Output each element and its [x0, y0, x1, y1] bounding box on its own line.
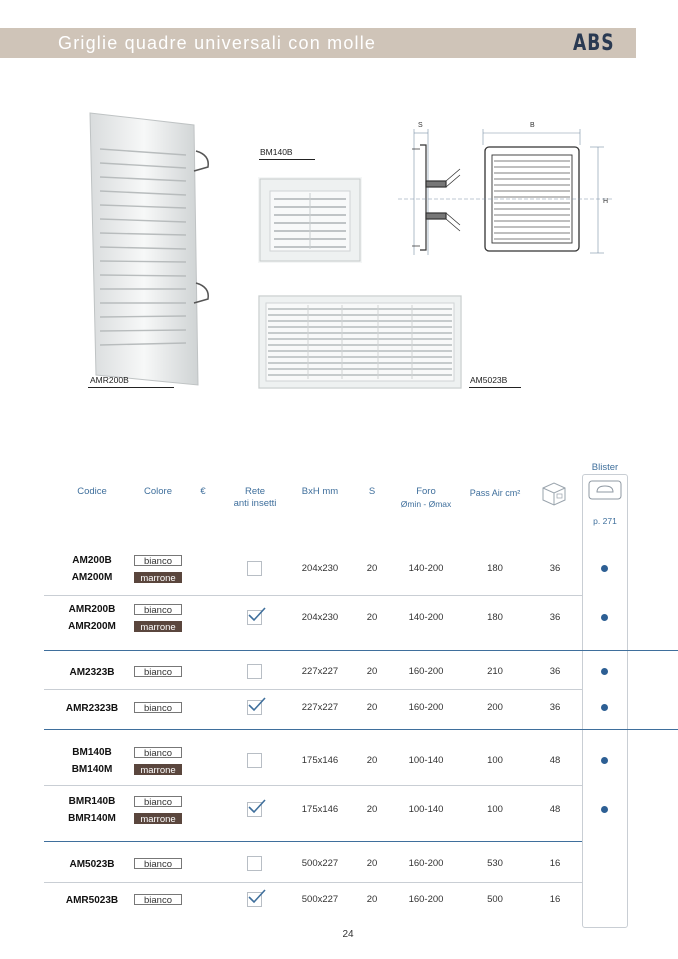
row-separator [44, 785, 582, 786]
checkmark-icon [247, 889, 267, 905]
color-tag-bianco: bianco [134, 702, 182, 713]
label-b: B [530, 122, 535, 129]
cell-quantity: 36 [549, 612, 561, 623]
color-tag-marrone: marrone [134, 572, 182, 583]
cell-quantity: 48 [549, 804, 561, 815]
color-tag-marrone: marrone [134, 621, 182, 632]
header-foro-line1: Foro [416, 486, 436, 497]
color-tag-marrone: marrone [134, 813, 182, 824]
product-code-text: BM140M [71, 764, 113, 775]
header-foro [390, 486, 462, 510]
page-number: 24 [342, 929, 354, 940]
cell-quantity: 36 [549, 702, 561, 713]
caption-line-amr200b [88, 387, 174, 388]
checkbox-checked [247, 610, 262, 625]
cell-foro: 160-200 [408, 894, 444, 905]
product-code [57, 892, 127, 909]
cell-foro: 100-140 [408, 804, 444, 815]
cell-foro: 160-200 [408, 666, 444, 677]
product-code-text: AMR200M [68, 621, 116, 632]
caption-line-bm140b [259, 159, 315, 160]
checkbox-unchecked [247, 561, 262, 576]
row-separator [44, 841, 582, 842]
cell-pass-air: 200 [487, 702, 503, 713]
checkmark-icon [247, 799, 267, 815]
cell-quantity: 16 [549, 858, 561, 869]
checkbox-unchecked [247, 856, 262, 871]
product-code [57, 552, 127, 586]
caption-amr200b: AMR200B [90, 375, 129, 385]
label-s: S [418, 122, 423, 129]
cell-bxh: 175x146 [301, 755, 339, 766]
checkbox-checked [247, 892, 262, 907]
header-foro-line2: Ømin - Ømax [400, 499, 452, 509]
header-s: S [368, 486, 376, 497]
color-tag-bianco: bianco [134, 796, 182, 807]
cell-quantity: 36 [549, 666, 561, 677]
cell-s: 20 [366, 563, 378, 574]
header-pass-air: Pass Air cm² [469, 488, 521, 498]
color-tag-bianco: bianco [134, 894, 182, 905]
product-code-text: AM200B [72, 555, 112, 566]
color-tag-bianco: bianco [134, 666, 182, 677]
checkbox-unchecked [247, 753, 262, 768]
product-code [57, 793, 127, 827]
blister-hanger-icon [588, 480, 622, 500]
header-rete-line2: anti insetti [233, 498, 277, 509]
blister-available-dot [601, 565, 608, 572]
cell-pass-air: 100 [487, 755, 503, 766]
bm140b-product-image [258, 177, 362, 263]
blister-available-dot [601, 614, 608, 621]
blister-available-dot [601, 806, 608, 813]
technical-drawing [398, 115, 618, 263]
product-code-text: BMR140M [68, 813, 116, 824]
product-code [57, 744, 127, 778]
header-codice: Codice [77, 486, 107, 497]
product-code [57, 700, 127, 717]
cell-pass-air: 500 [487, 894, 503, 905]
cell-foro: 140-200 [408, 612, 444, 623]
product-code-text: AMR2323B [65, 702, 119, 714]
cell-bxh: 500x227 [301, 858, 339, 869]
color-tag-bianco: bianco [134, 604, 182, 615]
brand-logo: ABS [573, 30, 615, 56]
cell-foro: 140-200 [408, 563, 444, 574]
cell-pass-air: 180 [487, 612, 503, 623]
cell-bxh: 500x227 [301, 894, 339, 905]
header-euro: € [200, 486, 206, 497]
cell-s: 20 [366, 702, 378, 713]
cell-foro: 100-140 [408, 755, 444, 766]
product-code-text: BM140B [72, 747, 112, 758]
header-bxh: BxH mm [301, 486, 339, 497]
cell-s: 20 [366, 612, 378, 623]
cell-pass-air: 180 [487, 563, 503, 574]
header-rete-line1: Rete [244, 486, 266, 497]
cell-s: 20 [366, 804, 378, 815]
product-code-text: AM5023B [69, 858, 115, 870]
blister-available-dot [601, 757, 608, 764]
box-icon [539, 480, 569, 506]
checkmark-icon [247, 607, 267, 623]
caption-line-am5023b [469, 387, 521, 388]
cell-pass-air: 210 [487, 666, 503, 677]
product-code-text: AM2323B [69, 666, 115, 678]
row-separator [44, 729, 678, 730]
cell-foro: 160-200 [408, 858, 444, 869]
product-code-text: AMR5023B [65, 894, 119, 906]
product-code-text: BMR140B [68, 796, 116, 807]
cell-quantity: 36 [549, 563, 561, 574]
cell-foro: 160-200 [408, 702, 444, 713]
color-tag-bianco: bianco [134, 747, 182, 758]
cell-s: 20 [366, 894, 378, 905]
blister-available-dot [601, 668, 608, 675]
cell-quantity: 48 [549, 755, 561, 766]
cell-s: 20 [366, 858, 378, 869]
color-tag-bianco: bianco [134, 858, 182, 869]
cell-bxh: 204x230 [301, 612, 339, 623]
row-separator [44, 882, 582, 883]
cell-bxh: 204x230 [301, 563, 339, 574]
amr200b-product-image [82, 105, 212, 387]
am5023b-product-image [258, 295, 462, 389]
cell-bxh: 175x146 [301, 804, 339, 815]
row-separator [44, 689, 582, 690]
product-code-text: AMR200B [68, 604, 116, 615]
product-code [57, 856, 127, 873]
cell-pass-air: 100 [487, 804, 503, 815]
product-code-text: AM200M [71, 572, 113, 583]
row-separator [44, 595, 582, 596]
caption-am5023b: AM5023B [470, 375, 508, 385]
cell-pass-air: 530 [487, 858, 503, 869]
header-blister: Blister [591, 462, 619, 473]
page-title: Griglie quadre universali con molle [58, 33, 377, 53]
product-code [57, 664, 127, 681]
color-tag-bianco: bianco [134, 555, 182, 566]
checkmark-icon [247, 697, 267, 713]
blister-available-dot [601, 704, 608, 711]
cell-s: 20 [366, 666, 378, 677]
cell-quantity: 16 [549, 894, 561, 905]
caption-bm140b: BM140B [260, 147, 293, 157]
checkbox-checked [247, 802, 262, 817]
header-colore: Colore [144, 486, 172, 497]
cell-s: 20 [366, 755, 378, 766]
checkbox-checked [247, 700, 262, 715]
cell-bxh: 227x227 [301, 666, 339, 677]
blister-column-panel [582, 474, 628, 928]
label-h: H [603, 198, 609, 205]
cell-bxh: 227x227 [301, 702, 339, 713]
header-rete [222, 486, 288, 510]
color-tag-marrone: marrone [134, 764, 182, 775]
product-code [57, 601, 127, 635]
blister-page-ref: p. 271 [593, 516, 617, 526]
checkbox-unchecked [247, 664, 262, 679]
row-separator [44, 650, 678, 651]
